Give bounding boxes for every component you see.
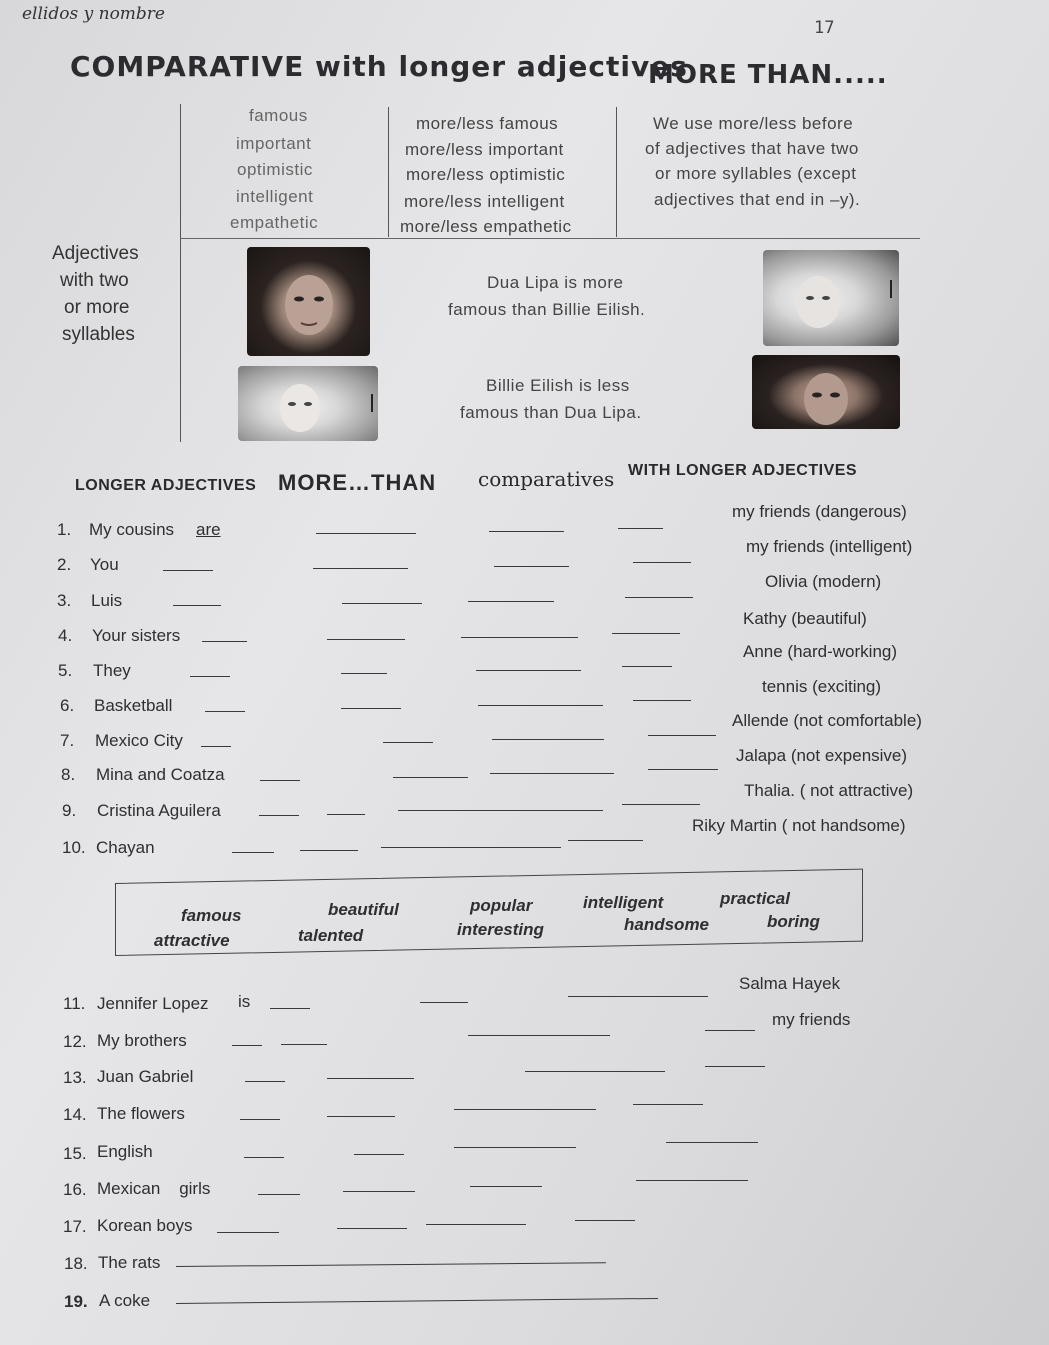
example-sentence: Dua Lipa is more bbox=[487, 273, 624, 292]
answer-blank[interactable] bbox=[489, 531, 564, 532]
comparative-cell: more/less empathetic bbox=[400, 217, 572, 236]
answer-blank[interactable] bbox=[618, 528, 663, 529]
answer-blank[interactable] bbox=[454, 1109, 596, 1110]
item-number: 10. bbox=[62, 838, 86, 857]
section-heading-mid: MORE…THAN bbox=[278, 470, 437, 495]
answer-blank[interactable] bbox=[327, 814, 365, 815]
answer-blank[interactable] bbox=[259, 815, 299, 816]
billie-eilish-photo-left bbox=[238, 366, 378, 441]
adjective-cell: empathetic bbox=[230, 213, 319, 232]
comparative-cell: more/less intelligent bbox=[404, 192, 565, 211]
portrait-icon bbox=[752, 355, 900, 429]
item-number: 1. bbox=[57, 520, 72, 539]
answer-blank[interactable] bbox=[568, 840, 643, 841]
side-label-line: syllables bbox=[62, 324, 135, 345]
item-ending: Kathy (beautiful) bbox=[743, 609, 867, 628]
example-sentence: famous than Billie Eilish. bbox=[448, 300, 646, 319]
answer-blank[interactable] bbox=[327, 1078, 414, 1079]
item-ending: Olivia (modern) bbox=[765, 572, 882, 591]
item-number: 14. bbox=[63, 1105, 87, 1124]
answer-blank[interactable] bbox=[490, 773, 614, 774]
page-title-right: MORE THAN..... bbox=[648, 60, 888, 90]
table-left-border bbox=[180, 104, 181, 442]
item-number: 13. bbox=[63, 1068, 87, 1087]
item-subject: Basketball bbox=[94, 696, 173, 715]
comparative-cell: more/less important bbox=[405, 140, 564, 159]
answer-blank[interactable] bbox=[420, 1002, 468, 1003]
table-col-divider-2 bbox=[616, 107, 617, 237]
answer-blank[interactable] bbox=[258, 1194, 300, 1195]
item-subject: Jennifer Lopez bbox=[97, 994, 209, 1013]
portrait-icon bbox=[238, 366, 378, 441]
answer-blank[interactable] bbox=[232, 1045, 262, 1046]
adjective-cell: optimistic bbox=[237, 160, 313, 179]
item-subject: A coke bbox=[99, 1291, 151, 1310]
dua-lipa-photo-right bbox=[752, 355, 900, 429]
answer-blank[interactable] bbox=[575, 1220, 635, 1221]
item-subject: They bbox=[93, 661, 131, 680]
item-number: 11. bbox=[63, 994, 86, 1013]
answer-blank[interactable] bbox=[205, 711, 245, 712]
item-number: 9. bbox=[62, 801, 77, 820]
answer-blank[interactable] bbox=[525, 1071, 665, 1072]
answer-blank[interactable] bbox=[176, 1262, 606, 1267]
side-label-line: with two bbox=[60, 270, 129, 291]
item-number: 8. bbox=[61, 765, 76, 784]
answer-blank[interactable] bbox=[245, 1081, 285, 1082]
answer-blank[interactable] bbox=[492, 739, 604, 740]
portrait-icon bbox=[763, 250, 899, 346]
answer-blank[interactable] bbox=[260, 780, 300, 781]
word-bank-word: beautiful bbox=[328, 900, 399, 919]
item-subject: Your sisters bbox=[92, 626, 181, 645]
table-row-divider bbox=[180, 238, 920, 239]
item-number: 5. bbox=[58, 661, 73, 680]
item-verb: is bbox=[238, 992, 251, 1011]
item-ending: Anne (hard-working) bbox=[743, 642, 898, 661]
answer-blank[interactable] bbox=[202, 641, 247, 642]
item-subject: Cristina Aguilera bbox=[97, 801, 221, 820]
page-title: COMPARATIVE with longer adjectives bbox=[70, 50, 688, 83]
word-bank-word: interesting bbox=[457, 920, 544, 939]
item-ending: my friends (dangerous) bbox=[732, 502, 907, 521]
item-number: 16. bbox=[63, 1180, 87, 1199]
item-subject: Luis bbox=[91, 591, 123, 610]
adjective-cell: intelligent bbox=[236, 187, 314, 206]
answer-blank[interactable] bbox=[327, 1116, 395, 1117]
item-number: 3. bbox=[57, 591, 72, 610]
side-label bbox=[52, 240, 139, 348]
item-verb: are bbox=[196, 520, 221, 539]
answer-blank[interactable] bbox=[633, 700, 691, 701]
word-bank-word: talented bbox=[298, 926, 364, 945]
item-number: 15. bbox=[63, 1144, 87, 1163]
example-sentence: Billie Eilish is less bbox=[486, 376, 630, 395]
answer-blank[interactable] bbox=[173, 605, 221, 606]
answer-blank[interactable] bbox=[426, 1224, 526, 1225]
answer-blank[interactable] bbox=[341, 708, 401, 709]
item-subject: My brothers bbox=[97, 1031, 187, 1050]
answer-blank[interactable] bbox=[300, 850, 358, 851]
comparative-cell: more/less famous bbox=[416, 114, 559, 133]
item-number: 7. bbox=[60, 731, 75, 750]
rule-line: or more syllables (except bbox=[655, 164, 857, 183]
portrait-icon bbox=[247, 247, 370, 356]
answer-blank[interactable] bbox=[666, 1142, 758, 1143]
item-ending: tennis (exciting) bbox=[762, 677, 882, 696]
word-bank-word: attractive bbox=[154, 931, 230, 950]
word-bank-word: practical bbox=[720, 889, 790, 908]
rule-line: adjectives that end in –y). bbox=[654, 190, 861, 209]
answer-blank[interactable] bbox=[393, 777, 468, 778]
table-col-divider-1 bbox=[388, 107, 389, 237]
side-label-line: or more bbox=[64, 297, 130, 318]
answer-blank[interactable] bbox=[381, 847, 561, 848]
answer-blank[interactable] bbox=[327, 639, 405, 640]
answer-blank[interactable] bbox=[341, 673, 387, 674]
item-subject: The rats bbox=[98, 1253, 161, 1272]
rule-line: of adjectives that have two bbox=[645, 139, 859, 158]
answer-blank[interactable] bbox=[468, 601, 554, 602]
answer-blank[interactable] bbox=[568, 996, 708, 997]
item-ending: my friends (intelligent) bbox=[746, 537, 913, 556]
answer-blank[interactable] bbox=[190, 676, 230, 677]
answer-blank[interactable] bbox=[398, 810, 603, 811]
answer-blank[interactable] bbox=[201, 746, 231, 747]
answer-blank[interactable] bbox=[316, 533, 416, 534]
answer-blank[interactable] bbox=[478, 705, 603, 706]
item-number: 17. bbox=[63, 1217, 87, 1236]
answer-blank[interactable] bbox=[343, 1191, 415, 1192]
answer-blank[interactable] bbox=[244, 1157, 284, 1158]
answer-blank[interactable] bbox=[461, 637, 578, 638]
item-subject: English bbox=[97, 1142, 153, 1161]
answer-blank[interactable] bbox=[636, 1180, 748, 1181]
item-subject: My cousins bbox=[89, 520, 175, 539]
answer-blank[interactable] bbox=[705, 1030, 755, 1031]
item-ending: Thalia. ( not attractive) bbox=[744, 781, 914, 800]
rule-line: We use more/less before bbox=[653, 114, 854, 133]
item-ending: Riky Martin ( not handsome) bbox=[692, 816, 906, 835]
item-number: 18. bbox=[64, 1254, 88, 1273]
item-number: 4. bbox=[58, 626, 73, 645]
item-subject: Mexican girls bbox=[97, 1179, 211, 1198]
item-number: 6. bbox=[60, 696, 75, 715]
answer-blank[interactable] bbox=[217, 1232, 279, 1233]
word-bank-word: famous bbox=[181, 906, 242, 925]
answer-blank[interactable] bbox=[163, 570, 213, 571]
name-label: ellidos y nombre bbox=[22, 4, 165, 24]
answer-blank[interactable] bbox=[232, 852, 274, 853]
answer-blank[interactable] bbox=[337, 1228, 407, 1229]
dua-lipa-photo bbox=[247, 247, 370, 356]
word-bank-word: popular bbox=[470, 896, 533, 915]
answer-blank[interactable] bbox=[470, 1186, 542, 1187]
item-number: 19. bbox=[64, 1292, 88, 1311]
section-heading-right-a: comparatives bbox=[478, 467, 615, 491]
answer-blank[interactable] bbox=[270, 1008, 310, 1009]
item-number: 12. bbox=[63, 1032, 87, 1051]
item-ending: my friends bbox=[772, 1010, 851, 1029]
answer-blank[interactable] bbox=[648, 735, 716, 736]
answer-blank[interactable] bbox=[454, 1147, 576, 1148]
side-label-line: Adjectives bbox=[52, 243, 139, 264]
page-number: 17 bbox=[814, 18, 835, 38]
adjective-cell: important bbox=[236, 134, 312, 153]
item-number: 2. bbox=[57, 555, 72, 574]
item-subject: Juan Gabriel bbox=[97, 1067, 194, 1086]
item-subject: You bbox=[90, 555, 119, 574]
answer-blank[interactable] bbox=[705, 1066, 765, 1067]
adjective-cell: famous bbox=[249, 106, 308, 125]
answer-blank[interactable] bbox=[622, 804, 700, 805]
answer-blank[interactable] bbox=[176, 1298, 658, 1304]
word-bank-word: intelligent bbox=[583, 893, 664, 912]
answer-blank[interactable] bbox=[468, 1035, 610, 1036]
answer-blank[interactable] bbox=[494, 566, 569, 567]
answer-blank[interactable] bbox=[476, 670, 581, 671]
item-subject: Mina and Coatza bbox=[96, 765, 225, 784]
example-sentence: famous than Dua Lipa. bbox=[460, 403, 642, 422]
answer-blank[interactable] bbox=[622, 666, 672, 667]
comparative-cell: more/less optimistic bbox=[406, 165, 566, 184]
answer-blank[interactable] bbox=[240, 1119, 280, 1120]
answer-blank[interactable] bbox=[633, 1104, 703, 1105]
section-heading-right-b: WITH LONGER ADJECTIVES bbox=[628, 462, 858, 479]
section-heading-left: LONGER ADJECTIVES bbox=[75, 477, 257, 494]
answer-blank[interactable] bbox=[648, 769, 718, 770]
item-ending: Jalapa (not expensive) bbox=[736, 746, 908, 765]
billie-eilish-photo-right bbox=[763, 250, 899, 346]
word-bank-word: boring bbox=[767, 912, 820, 931]
answer-blank[interactable] bbox=[612, 633, 680, 634]
answer-blank[interactable] bbox=[281, 1044, 327, 1045]
item-subject: The flowers bbox=[97, 1104, 185, 1123]
item-subject: Mexico City bbox=[95, 731, 183, 750]
item-ending: Salma Hayek bbox=[739, 974, 841, 993]
answer-blank[interactable] bbox=[625, 597, 693, 598]
item-subject: Chayan bbox=[96, 838, 155, 857]
answer-blank[interactable] bbox=[354, 1154, 404, 1155]
answer-blank[interactable] bbox=[633, 562, 691, 563]
word-bank-word: handsome bbox=[624, 915, 710, 934]
item-ending: Allende (not comfortable) bbox=[732, 711, 922, 730]
answer-blank[interactable] bbox=[342, 603, 422, 604]
answer-blank[interactable] bbox=[383, 742, 433, 743]
answer-blank[interactable] bbox=[313, 568, 408, 569]
item-subject: Korean boys bbox=[97, 1216, 193, 1235]
